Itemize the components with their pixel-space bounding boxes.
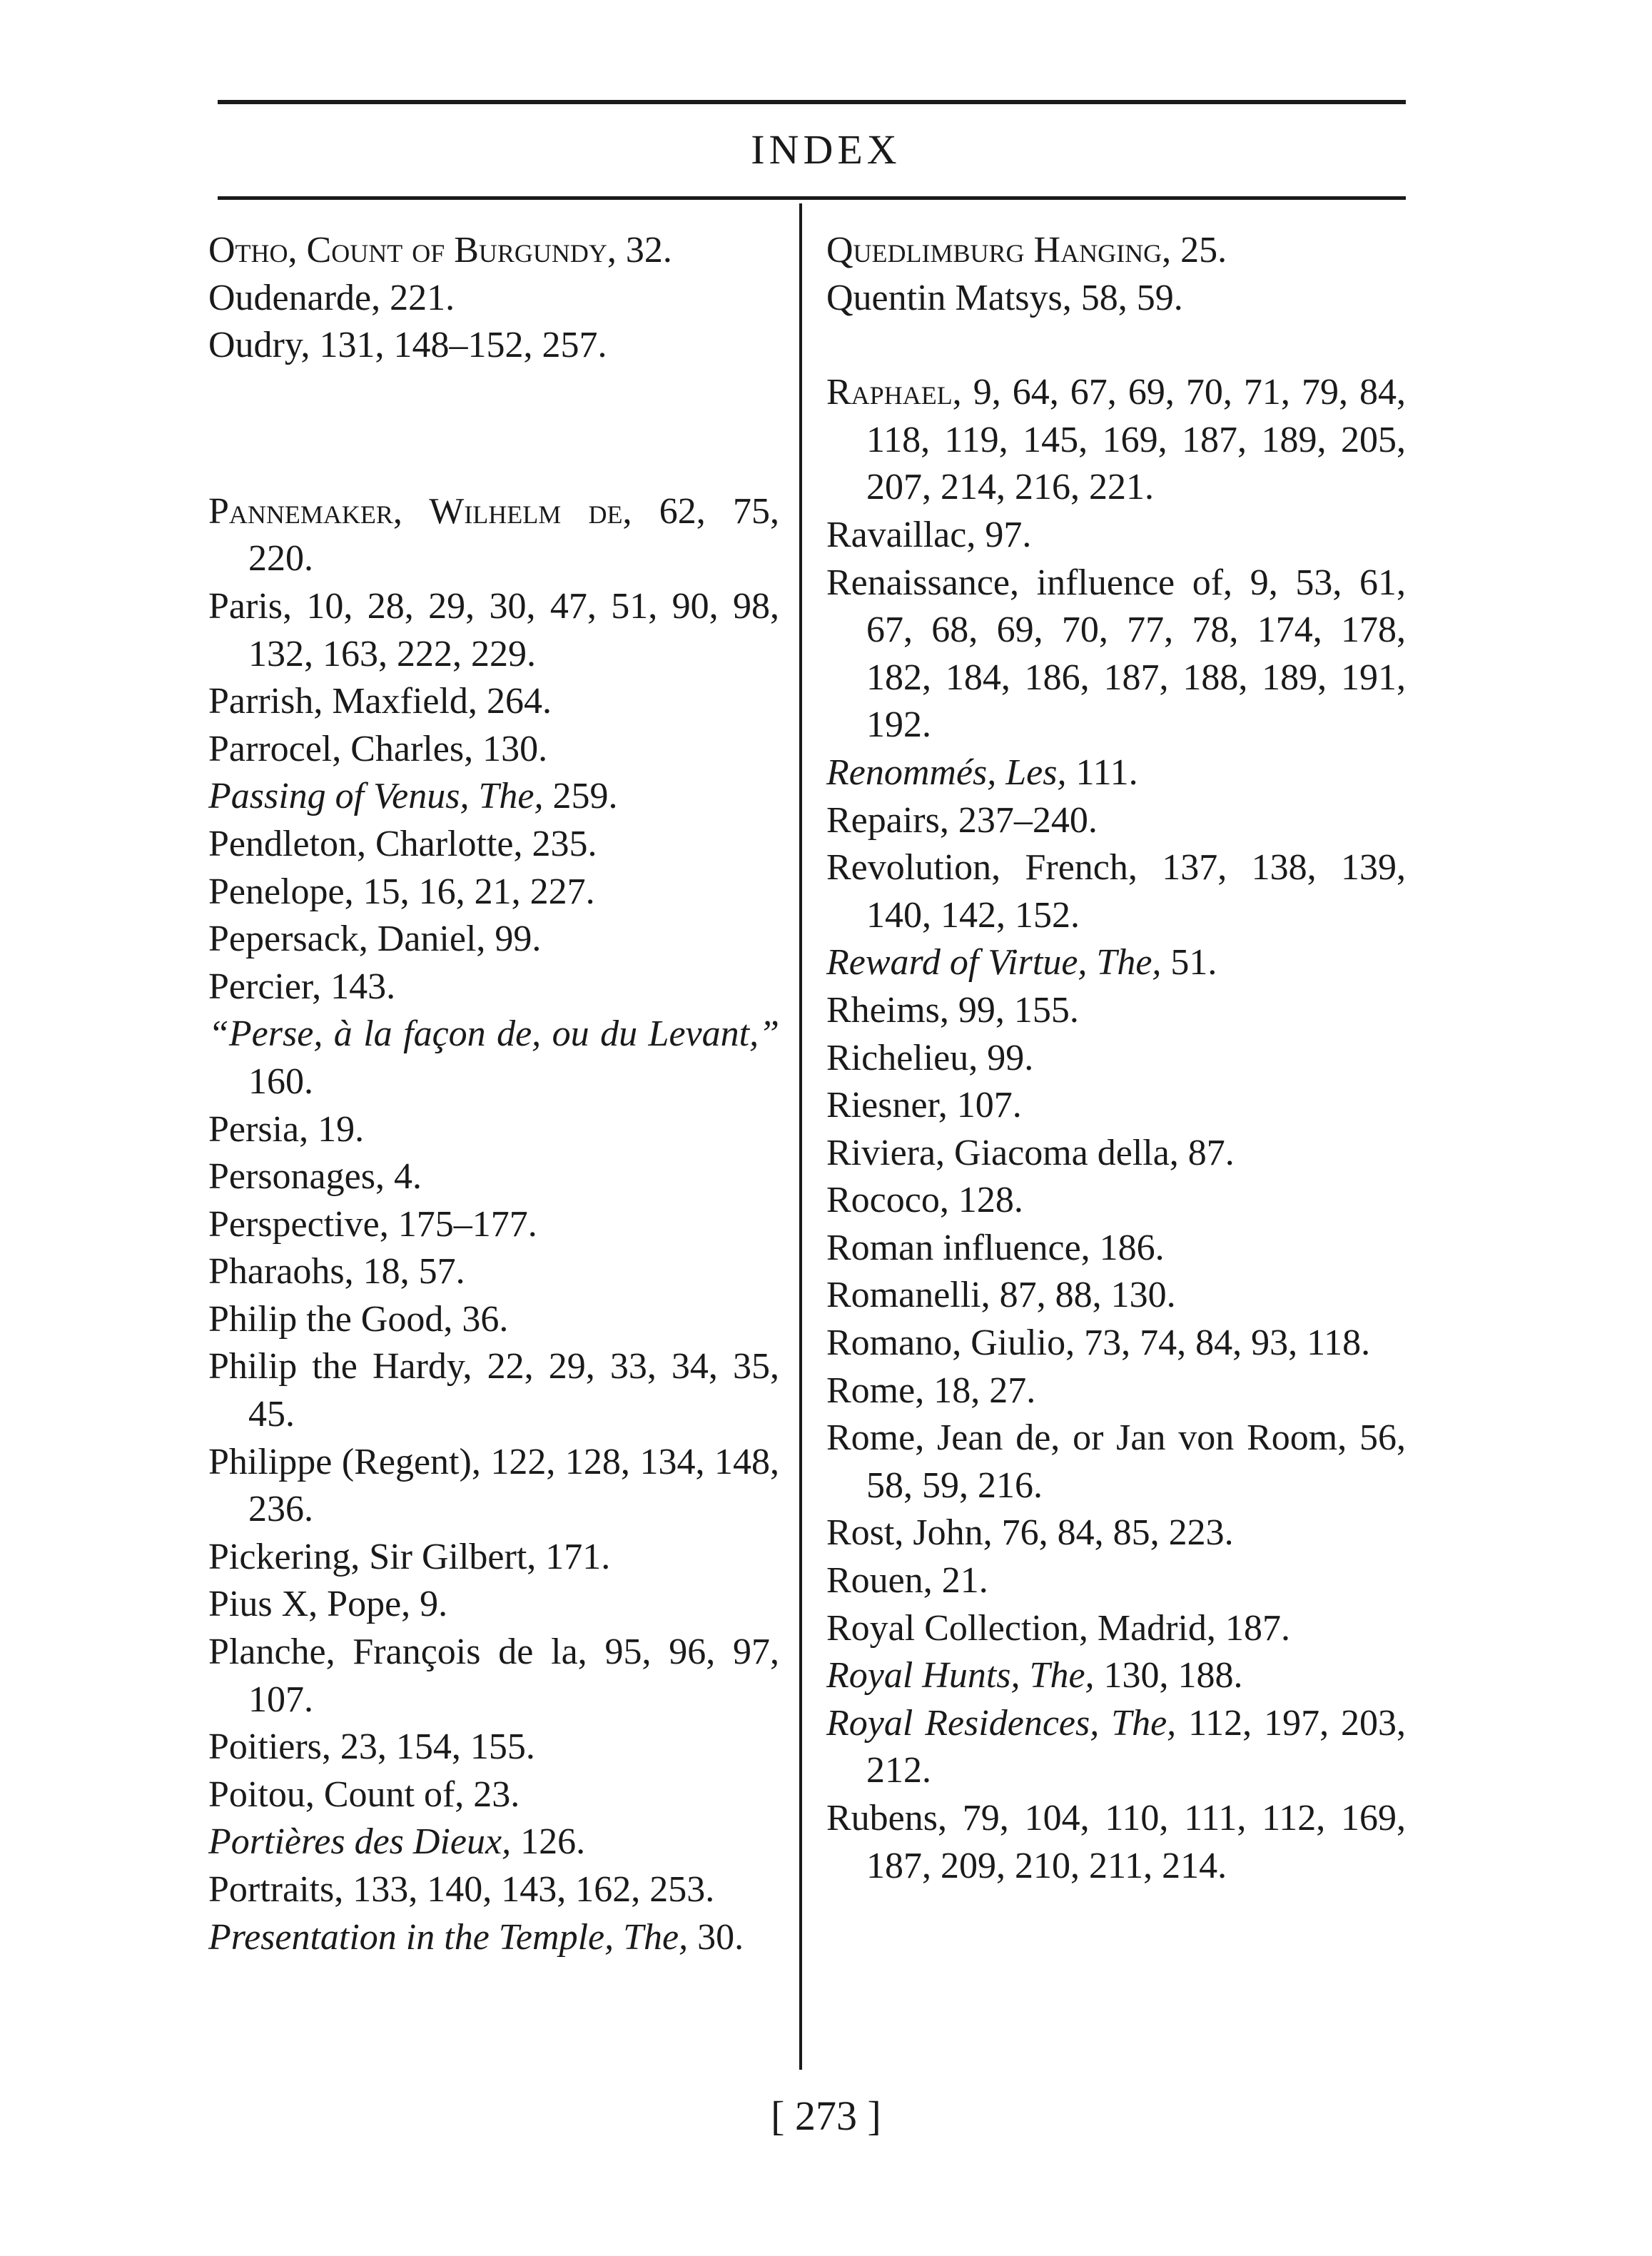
- index-entry-pendleton: [208, 821, 779, 869]
- index-entry-renommes: [826, 749, 1406, 797]
- entry-pages: 187.: [1215, 1607, 1290, 1649]
- page-number: [ 273 ]: [771, 2093, 881, 2139]
- index-entry-persia: [208, 1106, 779, 1154]
- index-entry-riviera: [826, 1130, 1406, 1178]
- entry-heading: Otho, Count of Burgundy,: [208, 230, 617, 270]
- entry-heading: Ravaillac,: [826, 514, 976, 555]
- entry-heading: Pickering, Sir Gilbert,: [208, 1536, 537, 1577]
- entry-heading: Riesner,: [826, 1085, 948, 1126]
- entry-heading: Riviera, Giacoma della,: [826, 1132, 1179, 1173]
- entry-heading: Persia,: [208, 1108, 309, 1150]
- index-entry-philip-the-good: [208, 1296, 779, 1344]
- index-entry-presentation-in-the-temple: [208, 1914, 779, 1962]
- entry-pages: 99.: [485, 919, 542, 960]
- entry-pages: 95, 96, 97, 107.: [248, 1632, 780, 1720]
- entry-pages: 32.: [616, 230, 672, 270]
- entry-pages: 51.: [1161, 942, 1217, 983]
- index-column-left: [208, 227, 779, 1961]
- entry-pages: 9, 64, 67, 69, 70, 71, 79, 84, 118, 119, 145, 169, 187, 189, 205, 207, 214, 216, 221.: [866, 372, 1406, 508]
- index-entry-rubens: [826, 1795, 1406, 1890]
- page-title: INDEX: [751, 126, 901, 173]
- entry-pages: 126.: [511, 1821, 586, 1863]
- entry-heading: Quentin Matsys,: [826, 277, 1072, 318]
- index-entry-rococo: [826, 1177, 1406, 1225]
- index-entry-rome-jean-de: [826, 1415, 1406, 1509]
- entry-pages: 131, 148–152, 257.: [310, 325, 607, 366]
- index-entry-percier: [208, 963, 779, 1011]
- entry-heading: Rococo,: [826, 1180, 949, 1221]
- entry-heading: Rome,: [826, 1370, 925, 1411]
- entry-heading: Passing of Venus, The,: [208, 776, 544, 817]
- entry-pages: 107.: [947, 1085, 1022, 1126]
- index-entry-quentin-matsys: [826, 275, 1406, 323]
- entry-heading: Rheims,: [826, 989, 949, 1031]
- entry-heading: Reward of Virtue, The,: [826, 942, 1162, 983]
- entry-pages: 30.: [688, 1916, 744, 1958]
- entry-pages: 79, 104, 110, 111, 112, 169, 187, 209, 210, 211, 214.: [866, 1798, 1406, 1886]
- entry-pages: 186.: [1090, 1227, 1165, 1268]
- index-entry-oudry: [208, 322, 779, 370]
- entry-heading: “Perse, à la façon de, ou du Levant,”: [208, 1013, 779, 1055]
- index-entry-poitiers: [208, 1724, 779, 1771]
- entry-pages: 56, 58, 59, 216.: [866, 1417, 1407, 1506]
- index-entry-parrocel: [208, 726, 779, 774]
- entry-pages: 18, 27.: [924, 1370, 1036, 1411]
- entry-pages: 237–240.: [948, 799, 1098, 841]
- index-entry-roman-influence: [826, 1225, 1406, 1273]
- index-entry-raphael: [826, 369, 1406, 512]
- index-entry-rost: [826, 1509, 1406, 1557]
- entry-pages: 171.: [536, 1536, 611, 1577]
- entry-heading: Pendleton, Charlotte,: [208, 823, 523, 864]
- entry-heading: Poitou, Count of,: [208, 1774, 465, 1815]
- index-entry-personages: [208, 1153, 779, 1201]
- entry-heading: Pepersack, Daniel,: [208, 919, 486, 960]
- index-entry-pius-x: [208, 1581, 779, 1629]
- column-divider: [799, 203, 802, 2070]
- entry-pages: 221.: [380, 277, 455, 318]
- entry-pages: 175–177.: [388, 1203, 537, 1245]
- entry-heading: Richelieu,: [826, 1037, 978, 1078]
- entry-pages: 99, 155.: [948, 989, 1079, 1031]
- index-entry-rouen: [826, 1557, 1406, 1605]
- entry-heading: Perspective,: [208, 1203, 389, 1245]
- index-entry-passing-of-venus: [208, 773, 779, 821]
- entry-heading: Renommés, Les,: [826, 752, 1067, 793]
- entry-heading: Penelope,: [208, 871, 354, 912]
- entry-heading: Portières des Dieux,: [208, 1821, 512, 1863]
- entry-pages: 23.: [464, 1774, 520, 1815]
- entry-heading: Royal Hunts, The,: [826, 1655, 1095, 1696]
- entry-heading: Quedlimburg Hanging,: [826, 230, 1172, 270]
- index-entry-repairs: [826, 797, 1406, 845]
- index-entry-oudenarde: [208, 275, 779, 323]
- entry-pages: 21.: [932, 1560, 988, 1602]
- index-entry-royal-residences: [826, 1700, 1406, 1795]
- entry-pages: 62, 75, 220.: [248, 490, 779, 580]
- index-entry-riesner: [826, 1082, 1406, 1130]
- entry-heading: Philippe (Regent),: [208, 1441, 481, 1482]
- entry-heading: Pannemaker, Wilhelm de,: [208, 490, 632, 532]
- entry-pages: 111.: [1066, 752, 1138, 793]
- entry-pages: 97.: [976, 514, 1032, 555]
- entry-heading: Paris,: [208, 585, 292, 627]
- index-entry-planche: [208, 1629, 779, 1724]
- entry-pages: 87, 88, 130.: [990, 1275, 1176, 1316]
- entry-heading: Rost, John,: [826, 1512, 993, 1554]
- entry-pages: 130.: [473, 728, 548, 769]
- entry-heading: Rubens,: [826, 1798, 947, 1838]
- entry-heading: Philip the Good,: [208, 1298, 453, 1340]
- index-entry-parrish: [208, 678, 779, 726]
- entry-heading: Rome, Jean de, or Jan von Room,: [826, 1417, 1347, 1459]
- entry-heading: Roman influence,: [826, 1227, 1090, 1268]
- entry-heading: Presentation in the Temple, The,: [208, 1916, 689, 1958]
- entry-pages: 122, 128, 134, 148, 236.: [248, 1441, 779, 1530]
- entry-heading: Oudenarde,: [208, 277, 381, 318]
- index-entry-perspective: [208, 1201, 779, 1249]
- entry-heading: Revolution, French,: [826, 847, 1137, 889]
- entry-pages: 143.: [321, 966, 396, 1007]
- index-entry-penelope: [208, 869, 779, 916]
- index-entry-rome: [826, 1367, 1406, 1415]
- entry-heading: Parrocel, Charles,: [208, 728, 474, 769]
- entry-pages: 76, 84, 85, 223.: [992, 1512, 1234, 1554]
- entry-pages: 4.: [384, 1156, 422, 1198]
- entry-heading: Raphael,: [826, 372, 962, 413]
- entry-heading: Renaissance, influence of,: [826, 562, 1233, 603]
- entry-heading: Poitiers,: [208, 1726, 331, 1768]
- entry-pages: 22, 29, 33, 34, 35, 45.: [248, 1346, 779, 1435]
- index-entry-royal-collection: [826, 1605, 1406, 1653]
- entry-heading: Royal Collection, Madrid,: [826, 1607, 1216, 1649]
- index-entry-pepersack: [208, 916, 779, 963]
- entry-heading: Royal Residences, The,: [826, 1702, 1177, 1744]
- entry-pages: 87.: [1178, 1132, 1235, 1173]
- index-entry-portieres-des-dieux: [208, 1819, 779, 1866]
- section-gap: [826, 322, 1406, 369]
- entry-pages: 112, 197, 203, 212.: [866, 1702, 1407, 1791]
- entry-pages: 25.: [1171, 230, 1227, 270]
- entry-heading: Romanelli,: [826, 1275, 990, 1316]
- index-entry-richelieu: [826, 1035, 1406, 1083]
- index-entry-royal-hunts: [826, 1652, 1406, 1700]
- index-entry-portraits: [208, 1866, 779, 1914]
- entry-pages: 99.: [978, 1037, 1034, 1078]
- entry-pages: 9.: [410, 1584, 448, 1625]
- entry-heading: Rouen,: [826, 1560, 933, 1602]
- entry-pages: 137, 138, 139, 140, 142, 152.: [866, 847, 1406, 936]
- entry-pages: 10, 28, 29, 30, 47, 51, 90, 98, 132, 163, 222, 229.: [248, 585, 779, 674]
- entry-pages: 73, 74, 84, 93, 118.: [1075, 1322, 1371, 1364]
- index-entry-romanelli: [826, 1272, 1406, 1320]
- entry-heading: Pharaohs,: [208, 1251, 354, 1293]
- entry-pages: 264.: [477, 681, 552, 722]
- index-entry-pannemaker: [208, 488, 779, 583]
- index-entry-paris: [208, 583, 779, 678]
- entry-pages: 58, 59.: [1071, 277, 1183, 318]
- index-entry-revolution-french: [826, 844, 1406, 939]
- index-entry-perse: [208, 1011, 779, 1106]
- entry-heading: Philip the Hardy,: [208, 1346, 472, 1387]
- section-gap: [208, 370, 779, 488]
- entry-pages: 15, 16, 21, 227.: [353, 871, 595, 912]
- index-entry-poitou: [208, 1771, 779, 1819]
- entry-pages: 235.: [522, 823, 597, 864]
- entry-pages: 133, 140, 143, 162, 253.: [343, 1869, 715, 1910]
- index-entry-otho: [208, 227, 779, 275]
- entry-heading: Planche, François de la,: [208, 1632, 587, 1673]
- entry-heading: Repairs,: [826, 799, 949, 841]
- index-entry-pickering: [208, 1534, 779, 1582]
- entry-heading: Percier,: [208, 966, 322, 1007]
- entry-pages: 9, 53, 61, 67, 68, 69, 70, 77, 78, 174, 178, 182, 184, 186, 187, 188, 189, 191, 192.: [866, 562, 1406, 746]
- entry-heading: Parrish, Maxfield,: [208, 681, 477, 722]
- index-entry-rheims: [826, 987, 1406, 1035]
- entry-pages: 36.: [452, 1298, 509, 1340]
- top-rule: [218, 100, 1406, 104]
- index-entry-pharaohs: [208, 1248, 779, 1296]
- index-column-right: [826, 227, 1406, 1890]
- entry-heading: Portraits,: [208, 1869, 344, 1910]
- index-entry-romano: [826, 1320, 1406, 1367]
- entry-pages: 23, 154, 155.: [330, 1726, 535, 1768]
- index-entry-philip-the-hardy: [208, 1343, 779, 1438]
- entry-pages: 259.: [543, 776, 618, 817]
- entry-heading: Personages,: [208, 1156, 385, 1198]
- entry-pages: 128.: [948, 1180, 1023, 1221]
- index-entry-reward-of-virtue: [826, 939, 1406, 987]
- entry-pages: 130, 188.: [1094, 1655, 1243, 1696]
- index-entry-philippe-regent: [208, 1439, 779, 1534]
- title-underline-rule: [218, 196, 1406, 200]
- entry-heading: Romano, Giulio,: [826, 1322, 1075, 1364]
- entry-heading: Pius X, Pope,: [208, 1584, 411, 1625]
- entry-pages: 18, 57.: [353, 1251, 465, 1293]
- index-entry-renaissance: [826, 560, 1406, 749]
- index-entry-quedlimburg: [826, 227, 1406, 275]
- index-entry-ravaillac: [826, 512, 1406, 560]
- entry-pages: 160.: [248, 1061, 313, 1102]
- entry-heading: Oudry,: [208, 325, 310, 366]
- entry-pages: 19.: [308, 1108, 365, 1150]
